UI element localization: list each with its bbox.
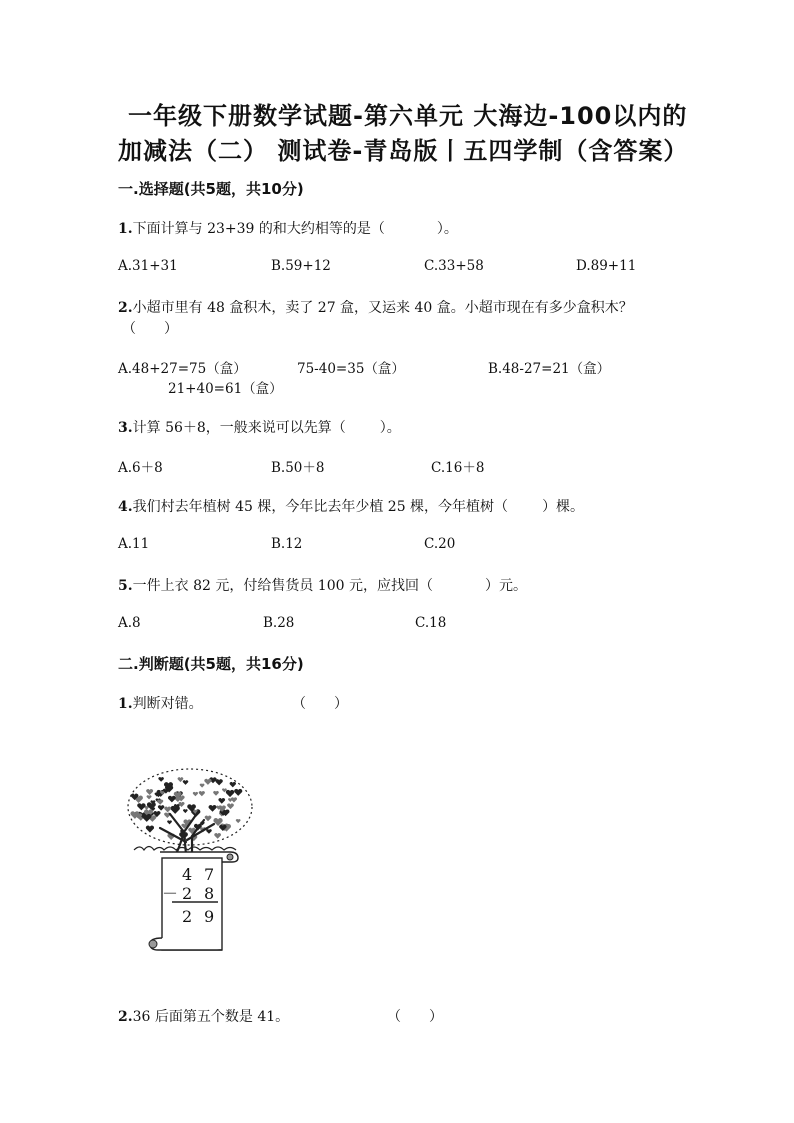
question-text-end: ）元。 <box>484 578 527 594</box>
question-number: 1. <box>118 221 133 237</box>
option-b-step2: 21+40=61（盒） <box>168 381 283 397</box>
option-b[interactable]: B.48-27=21（盒） <box>488 361 611 377</box>
question-text: 判断对错。 <box>132 696 203 712</box>
question-3 <box>118 417 401 437</box>
answer-paren[interactable]: （ ） <box>292 696 348 712</box>
question-5 <box>118 575 527 595</box>
question-number: 5. <box>118 578 133 594</box>
question-number: 2. <box>118 1009 133 1025</box>
option-a[interactable]: A.6＋8 <box>118 460 163 476</box>
question-text-end: ）。 <box>379 420 401 436</box>
page-title-line1: 一年级下册数学试题-第六单元 大海边-100以内的 <box>128 102 688 130</box>
question-2-paren: （ ） <box>122 321 178 337</box>
question-text-end: ）。 <box>436 221 458 237</box>
question-text: 我们村去年植树 45 棵，今年比去年少植 25 棵，今年植树（ <box>132 499 509 515</box>
digit: 2 <box>182 907 193 926</box>
option-a[interactable]: A.11 <box>118 536 150 552</box>
question-text: 36 后面第五个数是 41。 <box>132 1009 290 1025</box>
option-c[interactable]: C.18 <box>415 615 447 631</box>
section-heading-judgement: 二.判断题(共5题，共16分) <box>118 655 304 673</box>
question-4 <box>118 496 584 516</box>
digit: 4 <box>182 865 193 884</box>
answer-paren[interactable]: （ ） <box>387 1009 443 1025</box>
option-b[interactable]: B.50＋8 <box>271 460 325 476</box>
option-a[interactable]: A.8 <box>118 615 141 631</box>
option-a[interactable]: A.48+27=75（盒） <box>118 361 247 377</box>
minus-sign: － <box>162 884 179 903</box>
question-text-end: ）棵。 <box>542 499 585 515</box>
option-b[interactable]: B.12 <box>271 536 303 552</box>
tree-illustration <box>120 762 260 962</box>
option-c[interactable]: C.20 <box>424 536 456 552</box>
question-2 <box>118 297 633 317</box>
question-text: 计算 56＋8，一般来说可以先算（ <box>132 420 346 436</box>
option-c[interactable]: C.16＋8 <box>431 460 485 476</box>
question-1 <box>118 218 458 238</box>
option-b[interactable]: B.28 <box>263 615 295 631</box>
question-number: 1. <box>118 696 133 712</box>
question-text: 小超市里有 48 盒积木，卖了 27 盒，又运来 40 盒。小超市现在有多少盒积木？ <box>132 300 633 316</box>
page-title-line2: 加减法（二） 测试卷-青岛版丨五四学制（含答案） <box>118 137 689 165</box>
question-text: 下面计算与 23+39 的和大约相等的是（ <box>132 221 385 237</box>
digit: 9 <box>204 907 215 926</box>
question-number: 4. <box>118 499 133 515</box>
judgement-question-1 <box>118 693 203 713</box>
option-a[interactable]: A.31+31 <box>118 258 178 274</box>
tree-scroll-figure <box>120 762 260 962</box>
digit: 7 <box>204 865 215 884</box>
heart-canopy <box>128 769 252 845</box>
option-c[interactable]: C.33+58 <box>424 258 484 274</box>
question-number: 3. <box>118 420 133 436</box>
digit: 2 <box>182 884 193 903</box>
question-text: 一件上衣 82 元，付给售货员 100 元，应找回（ <box>132 578 433 594</box>
question-number: 2. <box>118 300 133 316</box>
section-heading-choice: 一.选择题(共5题，共10分) <box>118 180 304 198</box>
judgement-question-2 <box>118 1006 289 1026</box>
digit: 8 <box>204 884 215 903</box>
option-b[interactable]: B.59+12 <box>271 258 331 274</box>
option-a-step2: 75-40=35（盒） <box>297 361 405 377</box>
option-d[interactable]: D.89+11 <box>576 258 637 274</box>
